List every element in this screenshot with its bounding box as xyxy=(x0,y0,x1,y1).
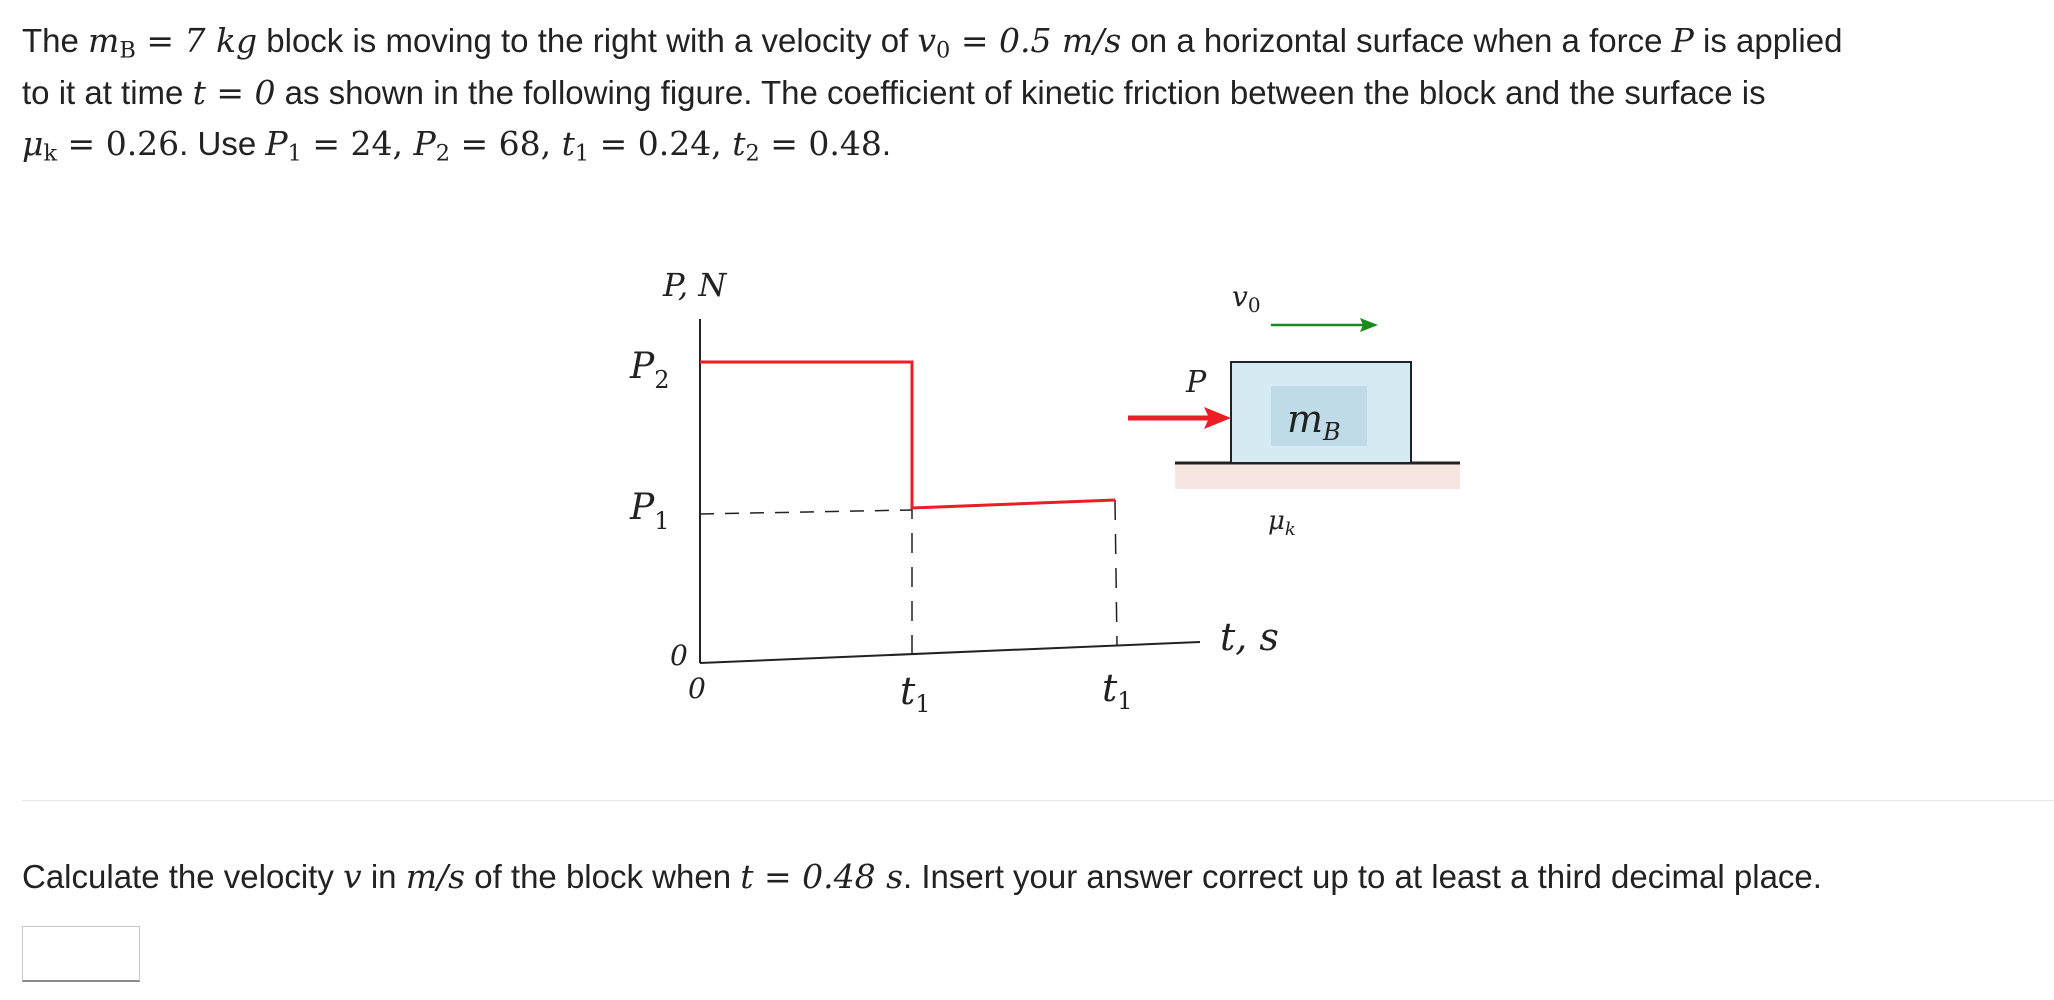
t1-label-main: t xyxy=(900,669,916,713)
p1-label-main: P xyxy=(630,487,655,528)
t2-label-sub: 1 xyxy=(1117,687,1133,715)
math: v xyxy=(917,21,937,60)
math-sub: 0 xyxy=(936,37,951,64)
mu-label xyxy=(1268,506,1296,540)
math: = 68, xyxy=(449,124,562,163)
p2-label xyxy=(629,346,670,394)
origin-y-label: 0 xyxy=(670,639,688,672)
section-divider xyxy=(22,800,2054,801)
ground-shading xyxy=(1175,463,1460,489)
math: m xyxy=(88,21,120,60)
math-p: P xyxy=(1671,21,1694,60)
p2-label-main: P xyxy=(630,346,655,387)
t2-label xyxy=(1102,666,1133,715)
text: as shown in the following figure. The coefficient of kinetic friction between the block and the surface is xyxy=(275,74,1766,111)
math: t xyxy=(561,124,575,163)
math-sub: 2 xyxy=(435,140,450,167)
t1-label xyxy=(900,669,931,718)
math-sub: 1 xyxy=(287,140,302,167)
math-v: v xyxy=(343,857,362,896)
origin-x-label: 0 xyxy=(688,672,706,705)
x-axis-label: t, s xyxy=(1220,615,1279,659)
force-label: P xyxy=(1186,365,1207,400)
math-sub: 2 xyxy=(745,140,760,167)
math-units: m/s xyxy=(405,857,466,896)
math-t0: t = 0 xyxy=(192,73,276,112)
p1-label-sub: 1 xyxy=(654,507,670,535)
mu-label-main: μ xyxy=(1268,506,1285,536)
math: μ xyxy=(22,124,44,163)
text: on a horizontal surface when a force xyxy=(1121,22,1672,59)
math-sub: B xyxy=(119,37,136,64)
p2-label-sub: 2 xyxy=(654,366,670,394)
math: = 24, xyxy=(301,124,414,163)
math: = 0.26 xyxy=(57,124,180,163)
t2-dashed-guide xyxy=(1115,500,1117,646)
block-label-main: m xyxy=(1287,397,1324,441)
v0-label-main: v xyxy=(1232,280,1248,313)
p1-dashed-guide xyxy=(700,510,912,514)
math: P xyxy=(265,124,288,163)
math-sub: k xyxy=(43,140,58,167)
text: The xyxy=(22,22,89,59)
text: of the block when xyxy=(465,858,741,895)
t1-label-sub: 1 xyxy=(915,690,931,718)
math: = 0.5 m/s xyxy=(950,21,1122,60)
block-label-sub: B xyxy=(1323,418,1341,446)
text: is applied xyxy=(1693,22,1843,59)
x-axis xyxy=(700,642,1200,663)
math: = 0.48 xyxy=(759,124,882,163)
v0-label-sub: 0 xyxy=(1247,293,1261,317)
y-axis-label: P, N xyxy=(663,266,727,304)
force-step-curve xyxy=(700,362,1115,508)
math: P xyxy=(413,124,436,163)
text: Calculate the velocity xyxy=(22,858,343,895)
text: in xyxy=(361,858,406,895)
text: . xyxy=(881,125,892,162)
text: . Insert your answer correct up to at least a third decimal place. xyxy=(903,858,1822,895)
math: t xyxy=(732,124,746,163)
math: = 0.24, xyxy=(589,124,733,163)
math-time: t = 0.48 s xyxy=(740,857,904,896)
math: = 7 kg xyxy=(135,21,258,60)
math-sub: 1 xyxy=(574,140,590,167)
text: to it at time xyxy=(22,74,193,111)
question-text xyxy=(22,857,1822,896)
t2-label-main: t xyxy=(1102,666,1118,710)
mu-label-sub: k xyxy=(1284,519,1296,540)
text: . Use xyxy=(179,125,266,162)
v0-label xyxy=(1232,280,1261,317)
p1-label xyxy=(629,487,670,535)
text: block is moving to the right with a velocity of xyxy=(257,22,918,59)
answer-input[interactable] xyxy=(22,926,140,982)
